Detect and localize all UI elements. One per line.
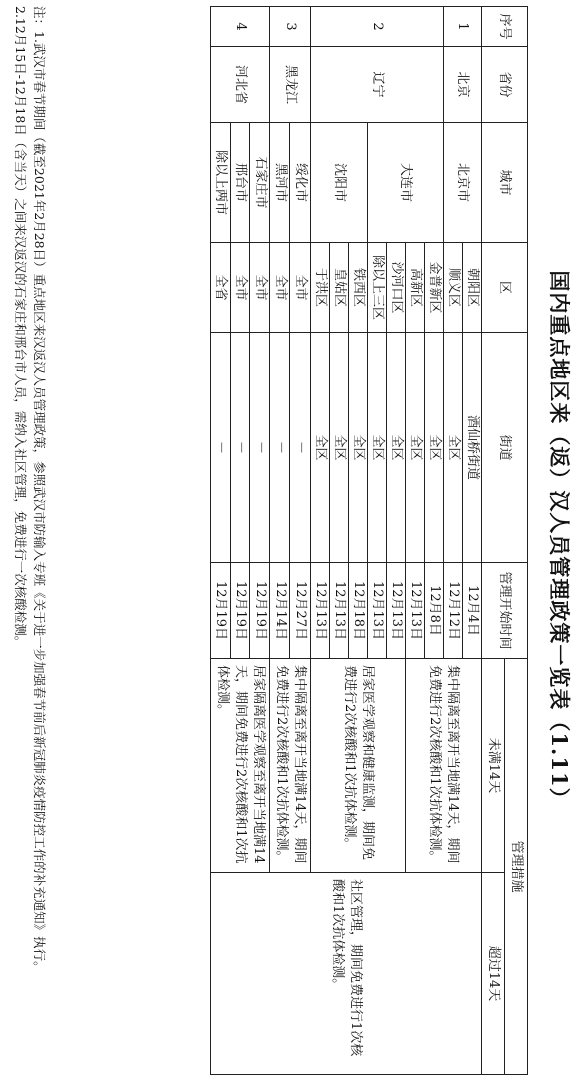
cell-measure-under14: 集中隔离至离开当地满14天，期间免费进行2次核酸和1次抗体检测。 xyxy=(270,659,311,873)
footnote xyxy=(11,6,49,1074)
cell-province: 河北省 xyxy=(211,47,270,123)
cell-seq: 1 xyxy=(444,7,482,47)
cell-street: 全区 xyxy=(444,333,463,563)
cell-start: 12月13日 xyxy=(368,563,387,659)
cell-start: 12月19日 xyxy=(250,563,270,659)
cell-city: 邢台市 xyxy=(230,123,250,243)
cell-province: 黑龙江 xyxy=(270,47,311,123)
cell-street: 全区 xyxy=(406,333,425,563)
cell-district: 铁西区 xyxy=(349,243,368,333)
cell-city: 绥化市 xyxy=(290,123,311,243)
cell-seq: 3 xyxy=(270,7,311,47)
cell-district: 全省 xyxy=(211,243,231,333)
cell-city: 北京市 xyxy=(444,123,482,243)
cell-street: 全区 xyxy=(349,333,368,563)
cell-start: 12月13日 xyxy=(330,563,349,659)
cell-district: 全市 xyxy=(230,243,250,333)
cell-street: － xyxy=(211,333,231,563)
cell-city: 石家庄市 xyxy=(250,123,270,243)
cell-province: 北京 xyxy=(444,47,482,123)
cell-city: 除以上两市 xyxy=(211,123,231,243)
cell-seq: 4 xyxy=(211,7,270,47)
cell-start: 12月13日 xyxy=(311,563,330,659)
cell-district: 除以上三区 xyxy=(368,243,387,333)
cell-measure-over14: 社区管理，期间免费进行1次核酸和1次抗体检测。 xyxy=(211,873,482,1075)
cell-street: 全区 xyxy=(368,333,387,563)
cell-district: 皇姑区 xyxy=(330,243,349,333)
header-under-14: 未满14天 xyxy=(482,659,505,873)
cell-street: － xyxy=(290,333,311,563)
cell-district: 高新区 xyxy=(406,243,425,333)
cell-start: 12月18日 xyxy=(349,563,368,659)
footnote-line-1: 注：1.武汉市春节期间（截至2021年2月28日）重点地区来汉返汉人员管理政策，参照武汉市防输入专班《关于进一步加强春节前后新冠肺炎疫情防控工作的补充通知》执行。 xyxy=(32,6,47,974)
cell-street: 全区 xyxy=(387,333,406,563)
cell-district: 全市 xyxy=(250,243,270,333)
cell-start: 12月4日 xyxy=(463,563,482,659)
document-title: 国内重点地区来（返）汉人员管理政策一览表（1.11） xyxy=(547,270,572,810)
cell-start: 12月13日 xyxy=(387,563,406,659)
cell-city: 大连市 xyxy=(368,123,444,243)
cell-street: 全区 xyxy=(330,333,349,563)
table-row xyxy=(463,7,482,1075)
cell-street: 全区 xyxy=(425,333,444,563)
header-district: 区 xyxy=(482,243,528,333)
cell-street: － xyxy=(250,333,270,563)
cell-city: 沈阳市 xyxy=(311,123,368,243)
header-seq: 序号 xyxy=(482,7,528,47)
header-street: 街道 xyxy=(482,333,528,563)
cell-street: 全区 xyxy=(311,333,330,563)
cell-street: － xyxy=(230,333,250,563)
cell-start: 12月8日 xyxy=(425,563,444,659)
cell-measure-under14: 居家隔离医学观察至离开当地满14天，期间免费进行2次核酸和1次抗体检测。 xyxy=(211,659,270,873)
cell-start: 12月19日 xyxy=(211,563,231,659)
cell-city: 黑河市 xyxy=(270,123,291,243)
cell-start: 12月14日 xyxy=(270,563,291,659)
header-measures: 管理措施 xyxy=(505,659,528,1075)
cell-start: 12月27日 xyxy=(290,563,311,659)
cell-province: 辽宁 xyxy=(311,47,444,123)
cell-district: 顺义区 xyxy=(444,243,463,333)
cell-measure-under14: 居家医学观察和健康监测，期间免费进行2次核酸和1次抗体检测。 xyxy=(311,659,406,873)
cell-street: － xyxy=(270,333,291,563)
cell-district: 朝阳区 xyxy=(463,243,482,333)
cell-street: 酒仙桥街道 xyxy=(463,333,482,563)
cell-start: 12月12日 xyxy=(444,563,463,659)
cell-district: 全市 xyxy=(270,243,291,333)
cell-district: 沙河口区 xyxy=(387,243,406,333)
header-city: 城市 xyxy=(482,123,528,243)
header-over-14: 超过14天 xyxy=(482,873,505,1075)
table-header-row xyxy=(505,7,528,1075)
policy-table xyxy=(210,6,528,1075)
cell-start: 12月19日 xyxy=(230,563,250,659)
cell-district: 于洪区 xyxy=(311,243,330,333)
footnote-line-2: 2.12月15日-12月18日（含当天）之间来汉返汉的石家庄和邢台市人员，需纳入社区管理，免费进行一次核酸检测。 xyxy=(13,6,28,649)
header-province: 省份 xyxy=(482,47,528,123)
cell-measure-under14: 集中隔离至离开当地满14天，期间免费进行2次核酸和1次抗体检测。 xyxy=(406,659,482,873)
header-start-time: 管理开始时间 xyxy=(482,563,528,659)
cell-district: 全市 xyxy=(290,243,311,333)
cell-district: 金普新区 xyxy=(425,243,444,333)
cell-seq: 2 xyxy=(311,7,444,47)
cell-start: 12月13日 xyxy=(406,563,425,659)
